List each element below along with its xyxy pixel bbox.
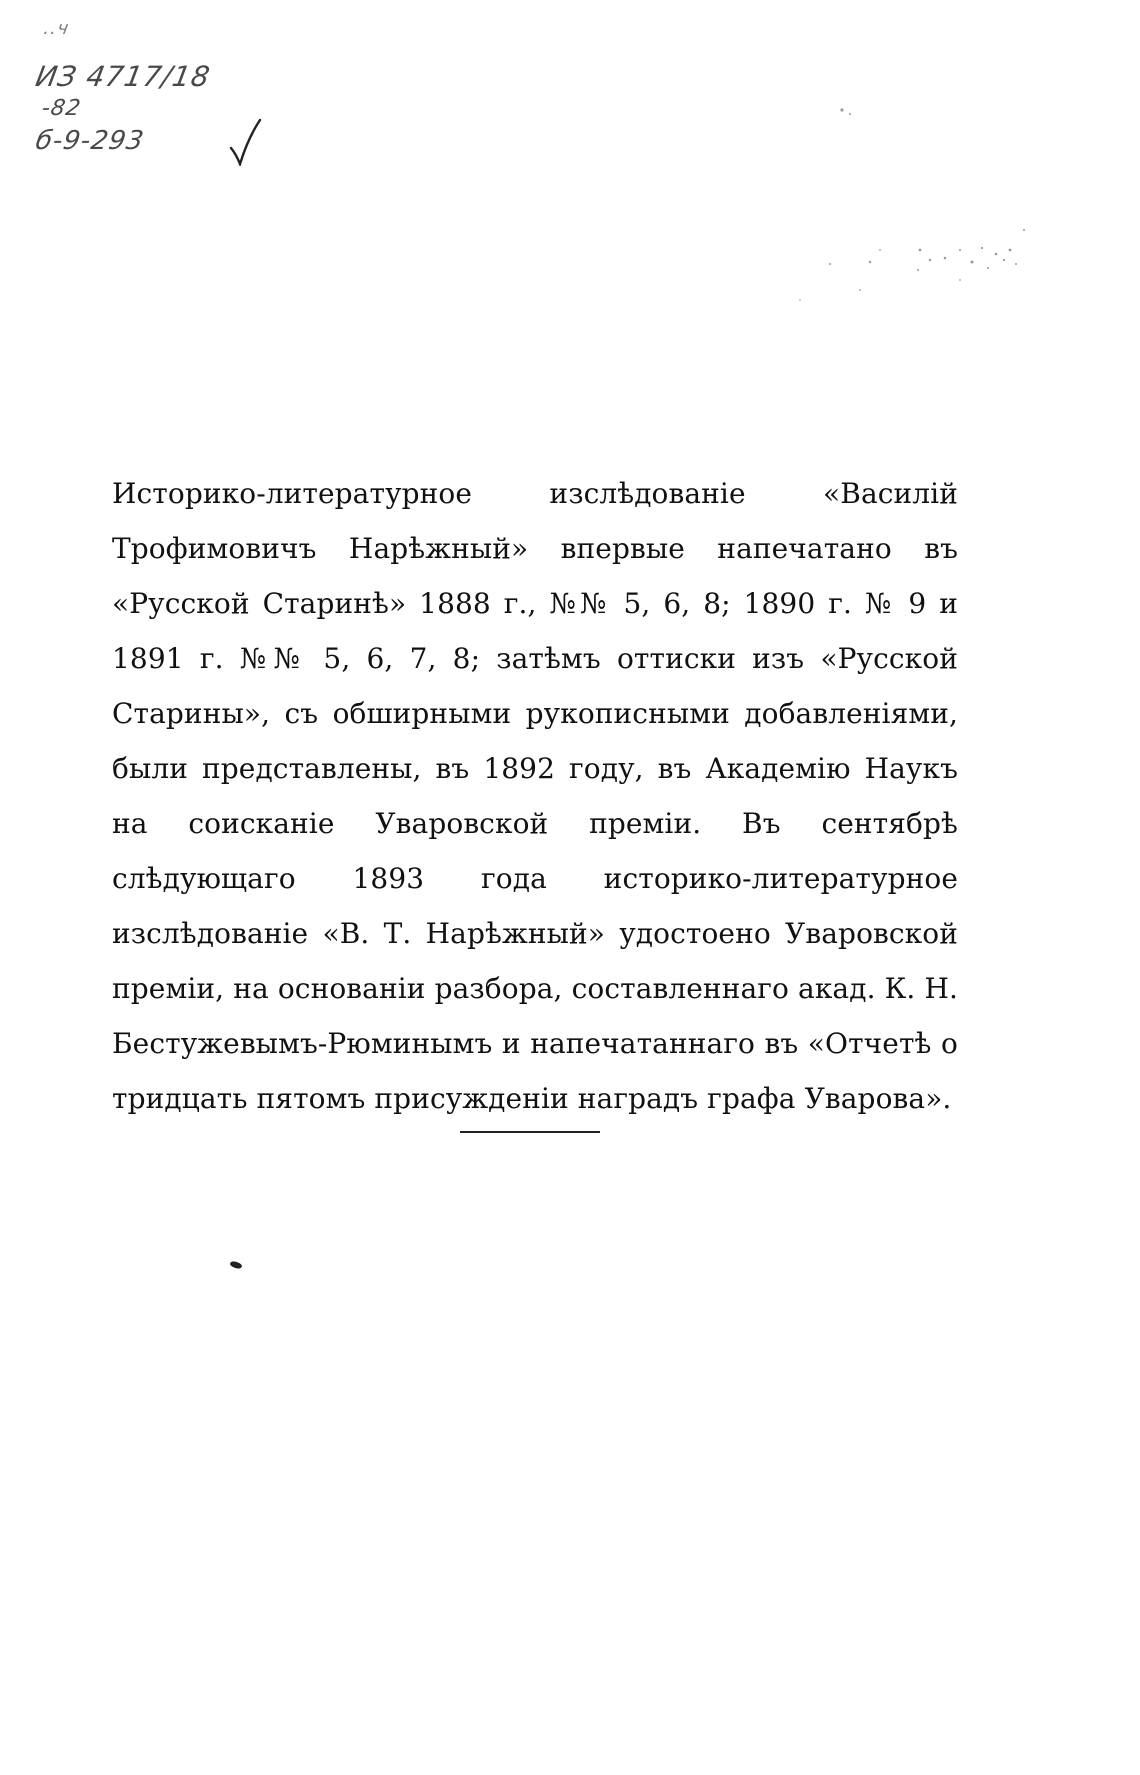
paper-specks: [720, 100, 1040, 330]
separator-rule: [460, 1131, 600, 1133]
ink-speck: [229, 1260, 242, 1270]
handwritten-mark-line-4: б-9-293: [33, 126, 147, 156]
handwritten-mark-line-1: ..ч: [42, 18, 71, 39]
main-paragraph: Историко-литературное изслѣдованіе «Василій Трофимовичъ Нарѣжный» впервые напечатано въ «Русской Старинѣ» 1888 г., №№ 5, 6, 8; 1890 г. № 9 и 1891 г. №№ 5, 6, 7, 8; затѣмъ оттиски изъ «Русской Старины», съ обширными рукописными добавленіями, были представлены, въ 1892 году, въ Академію Наукъ на соисканіе Уваровской преміи. Въ сентябрѣ слѣдующаго 1893 года историко-литературное изслѣдованіе «В. Т. Нарѣжный» удостоено Уваровской преміи, на основаніи разбора, составленнаго акад. К. Н. Бестужевымъ-Рюминымъ и напечатаннаго въ «Отчетѣ о тридцать пятомъ присужденіи наградъ графа Уварова».: [112, 477, 958, 1115]
handwritten-mark-line-3: -82: [39, 96, 84, 121]
checkmark-icon: [228, 118, 262, 166]
handwritten-mark-line-2: ИЗ 4717/18: [33, 60, 214, 93]
handwritten-library-marks: [30, 18, 230, 168]
